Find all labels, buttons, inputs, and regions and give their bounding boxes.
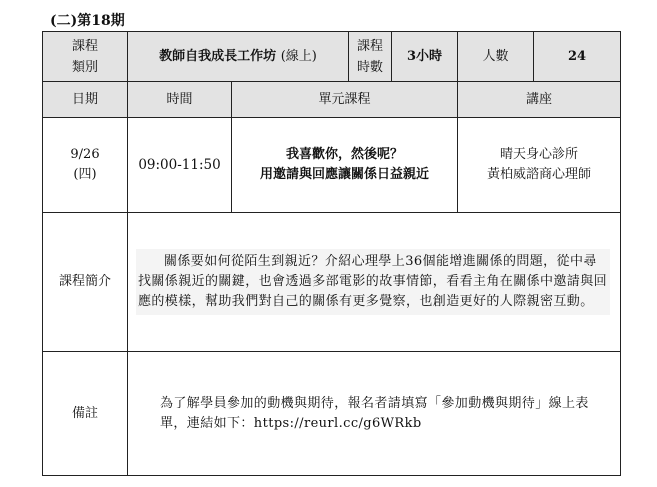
session-date-cell (43, 118, 128, 213)
unit-header: 單元課程 (232, 82, 458, 118)
header-row (43, 82, 621, 118)
lecturer-header: 講座 (458, 82, 621, 118)
intro-text: 關係要如何從陌生到親近？介紹心理學上36個能增進關係的問題，從中尋找關係親近的關鍵，也會透過多部電影的故事情節，看看主角在關係中邀請與回應的模樣，幫助我們對自己的關係有更多覺察，也創造更好的人際親密互動。 (136, 249, 610, 315)
remarks-text: 為了解學員參加的動機與期待，報名者請填寫「參加動機與期待」線上表單，連結如下：https://reurl.cc/g6WRkb (128, 352, 621, 476)
category-label-cell (43, 32, 128, 82)
session-lecturer-cell (458, 118, 621, 213)
people-label: 人數 (458, 32, 534, 82)
course-table (42, 31, 621, 476)
session-time: 09:00-11:50 (128, 118, 232, 213)
course-info-row (43, 32, 621, 82)
intro-label: 課程簡介 (43, 213, 128, 352)
session-row (43, 118, 621, 213)
session-weekday: (四) (73, 167, 97, 182)
people-value: 24 (534, 32, 621, 82)
session-title-line1: 我喜歡你，然後呢？ (286, 147, 404, 162)
intro-cell (128, 213, 621, 352)
session-title-line2: 用邀請與回應讓關係日益親近 (260, 167, 430, 182)
course-name-cell (128, 32, 349, 82)
hours-label-cell (349, 32, 392, 82)
section-title: (二)第18期 (50, 13, 125, 29)
remarks-row (43, 352, 621, 476)
course-mode: (線上) (280, 48, 317, 64)
lecturer-name: 黃柏威諮商心理師 (487, 167, 592, 182)
hours-label: 課程 時數 (357, 38, 384, 75)
session-date: 9/26 (70, 147, 100, 162)
hours-value: 3小時 (392, 32, 458, 82)
lecturer-clinic: 晴天身心診所 (500, 147, 579, 162)
time-header: 時間 (128, 82, 232, 118)
category-label: 課程 類別 (71, 38, 98, 75)
remarks-label: 備註 (43, 352, 128, 476)
date-header: 日期 (43, 82, 128, 118)
session-title-cell (232, 118, 458, 213)
course-name: 教師自我成長工作坊 (159, 48, 277, 64)
intro-row (43, 213, 621, 352)
